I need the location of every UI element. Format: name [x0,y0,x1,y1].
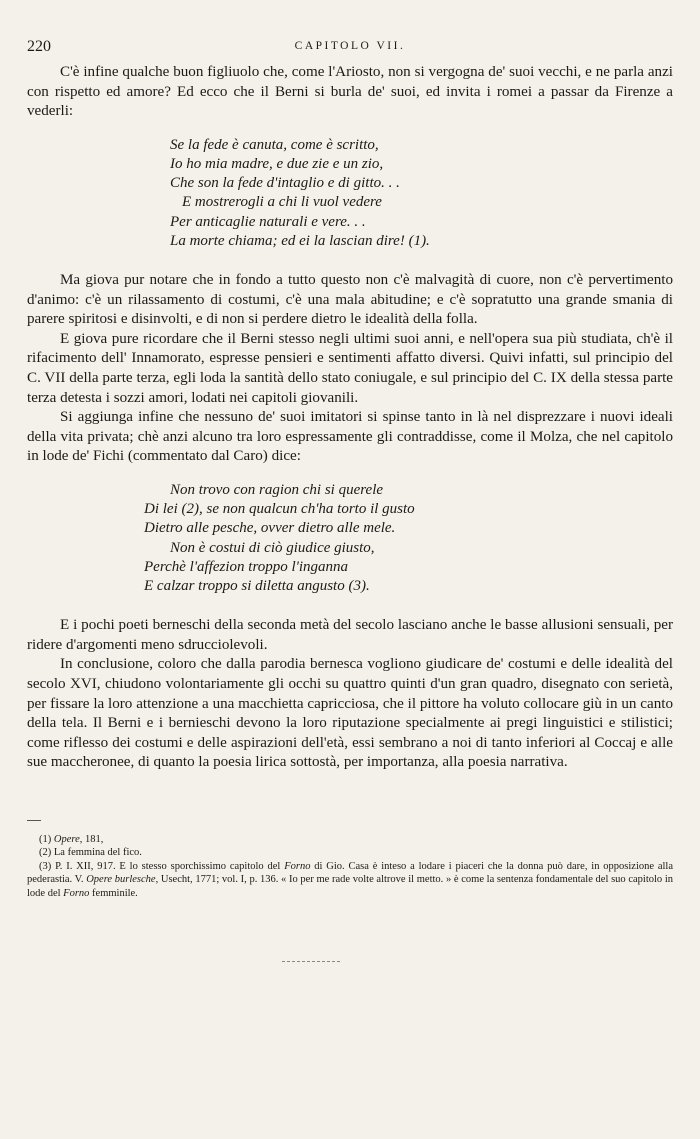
paragraph: E giova pure ricordare che il Berni stesso negli ultimi suoi anni, e nell'opera sua più studiata, ch'è il rifacimento dell' Innamorato, espresse pensieri e sentimenti affatto diversi. Quivi infatti, sul principio del C. VII della parte terza, egli loda la santità dello stato coniugale, e sul principio del C. IX della stessa parte terza detesta i sozzi amori, lodati nei capitoli giovanili. [27,330,673,406]
page-header [27,38,673,58]
body-text [27,63,673,773]
verse-line: Io ho mia madre, e due zie e un zio, [170,155,384,172]
paragraph: C'è infine qualche buon figliuolo che, come l'Ariosto, non si vergogna de' suoi vecchi, e ne parla anzi con rispetto ed amore? Ed ecco che il Berni si burla de' suoi, ed invita i romei a passar da Firenze a vederli: [27,64,673,120]
verse-line: La morte chiama; ed ei la lascian dire! (1). [170,232,430,249]
footnote-text: , 181, [79,834,104,845]
footnote [27,833,673,846]
footnote-rule [27,820,41,821]
page-end-rule [282,961,340,962]
footnote [27,846,673,859]
footnote-text: Usecht, 1771; vol. I, p. 136. « Io per me rade volte altrove il metto. » è come la sentenza fondamentale del suo capitolo in lode del [27,874,673,899]
footnotes [27,820,673,900]
footnote-text: Opere burlesche, [86,874,159,886]
footnote-marker: (1) [39,834,52,845]
paragraph-group-3 [27,616,673,773]
running-title: CAPITOLO VII. [294,40,406,52]
page-number: 220 [27,38,51,55]
footnote-text: femminile. [89,887,138,899]
footnote-text: Forno [284,860,311,872]
paragraph: In conclusione, coloro che dalla parodia bernesca vogliono giudicare de' costumi e delle idealità del secolo XVI, chiudono volontariamente gli occhi su quattro quinti d'un gran quadro, disegnato con serietà, per fissare la loro attenzione a una macchietta capricciosa, che il pittore ha voluto collocare giù in un canto della tela. Il Berni e i bernieschi devono la loro riputazione specialmente ai pregi linguistici e stilistici; come riflesso dei costumi e delle aspirazioni dell'età, essi sembrano a noi di tanto inferiori al Coccaj e alle sue maccheronee, di quanto la poesia lirica sottostà, per importanza, alla poesia narrativa. [27,656,673,771]
verse-line: E mostrerogli a chi li vuol vedere [182,194,382,211]
verse-quote-molza [27,481,673,596]
footnote-marker: (2) [39,847,52,859]
footnote-marker: (3) [39,860,52,872]
footnote-text: Opere [53,834,80,845]
footnote-text: di Gio. Casa è inteso a lodare i piaceri che la donna può dare, in opposizione alla pederastia. V. [27,860,674,886]
paragraph-group-1 [27,63,673,122]
paragraph: E i pochi poeti berneschi della seconda metà del secolo lasciano anche le basse allusioni sensuali, per ridere d'argomenti meno sdrucciolevoli. [27,617,673,653]
paragraph: Ma giova pur notare che in fondo a tutto questo non c'è malvagità di cuore, non c'è pervertimento d'animo: c'è un rilassamento di costumi, c'è una mala abitudine; e c'è sopratutto una grande smania di parere spiritosi e disinvolti, e di non si perdere dietro le idealità della folla. [27,272,673,328]
footnote [27,860,673,900]
verse-line: Perchè l'affezion troppo l'inganna [144,558,349,575]
verse-line: Che son la fede d'intaglio e di gitto. . . [170,175,400,192]
verse-line: Se la fede è canuta, come è scritto, [170,136,379,153]
paragraph: Si aggiunga infine che nessuno de' suoi imitatori si spinse tanto in là nel disprezzare i nuovi ideali della vita privata; chè anzi alcuno tra loro espressamente gli contraddisse, come il Molza, che nel capitolo in lode de' Fichi (commentato dal Caro) dice: [27,409,673,465]
verse-line: Per anticaglie naturali e vere. . . [170,213,366,230]
footnote-text: P. I. XII, 917. E lo stesso sporchissimo capitolo del [55,860,285,872]
footnote-text: La femmina del fico. [53,847,142,859]
verse-line: Non trovo con ragion chi si querele [170,481,384,498]
verse-line: Non è costui di ciò giudice giusto, [170,539,375,556]
verse-quote-berni [27,136,673,251]
footnote-text: Forno [63,887,90,899]
verse-line: E calzar troppo si diletta angusto (3). [144,577,370,594]
verse-line: Dietro alle pesche, ovver dietro alle mele. [144,520,396,537]
paragraph-group-2 [27,271,673,467]
verse-line: Di lei (2), se non qualcun ch'ha torto il gusto [144,501,415,518]
